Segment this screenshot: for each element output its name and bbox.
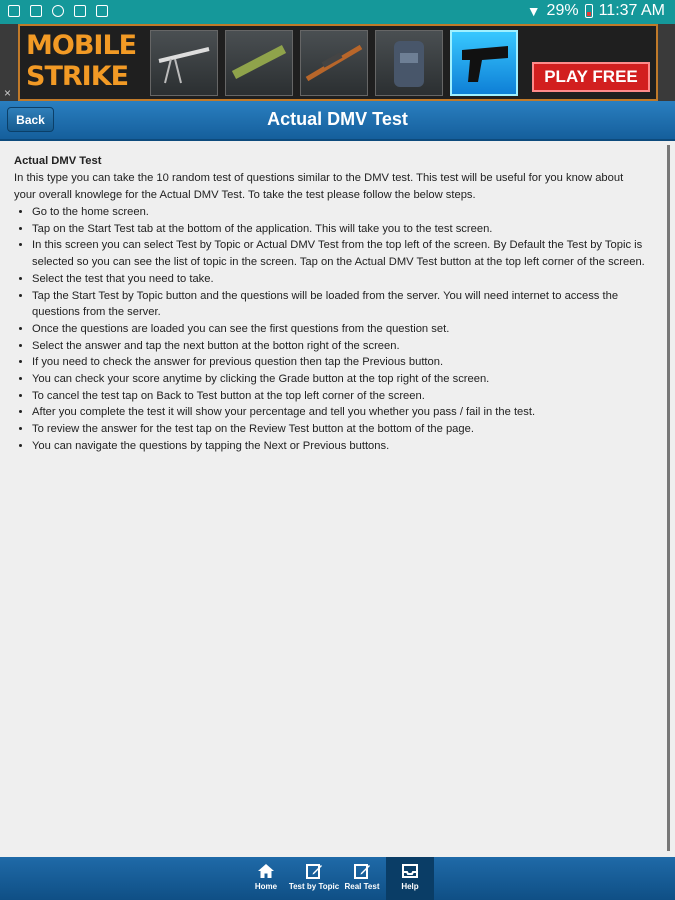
list-item: • In this screen you can select Test by Topic or Actual DMV Test from the top left of the screen. By Default the Test by Topic is selected so you can see the list of topic in the screen. Tap on the Actual DMV Test button at the top left corner of the screen. (32, 237, 645, 270)
page-title: Actual DMV Test (267, 109, 408, 129)
scrollbar[interactable] (667, 145, 670, 851)
ad-play-free-button[interactable]: PLAY FREE (532, 62, 650, 92)
list-item: • You can check your score anytime by clicking the Grade button at the top right of the screen. (32, 371, 645, 388)
ad-weapon-rifle-image (150, 30, 218, 96)
ad-weapon-sniper-image (300, 30, 368, 96)
status-right (527, 2, 665, 20)
ad-weapon-launcher-image (225, 30, 293, 96)
list-item: • To cancel the test tap on Back to Test button at the top left corner of the screen. (32, 388, 645, 405)
tab-test-by-topic[interactable] (288, 857, 340, 900)
app-header (0, 101, 675, 141)
youtube-notification-icon (74, 5, 86, 17)
battery-percent: 29% (546, 2, 579, 19)
list-item: • Tap on the Start Test tab at the bottom of the application. This will take you to the test screen. (32, 221, 645, 238)
list-item: • Go to the home screen. (32, 204, 645, 221)
list-item: • Once the questions are loaded you can see the first questions from the question set. (32, 321, 645, 338)
tab-label: Test by Topic (288, 882, 340, 891)
ad-creative[interactable] (18, 24, 658, 101)
back-button[interactable]: Back (7, 107, 54, 132)
ad-banner[interactable] (0, 24, 675, 101)
list-item: • You can navigate the questions by tapping the Next or Previous buttons. (32, 438, 645, 455)
list-item: • Select the test that you need to take. (32, 271, 645, 288)
ad-armor-vest-image (375, 30, 443, 96)
chrome-notification-icon (52, 5, 64, 17)
list-item: • To review the answer for the test tap on the Review Test button at the bottom of the page. (32, 421, 645, 438)
tab-help[interactable] (386, 857, 434, 900)
tab-home[interactable] (245, 857, 287, 900)
edit-icon (353, 862, 371, 880)
home-icon (257, 862, 275, 880)
messages-notification-icon (30, 5, 42, 17)
tab-label: Help (401, 882, 419, 891)
status-bar (0, 0, 675, 24)
edit-icon (305, 862, 323, 880)
help-intro: In this type you can take the 10 random test of questions similar to the DMV test. This test will be useful for you know about your overall knowlege for the Actual DMV Test. To take the test please follow the below steps. (14, 172, 624, 201)
tab-real-test[interactable] (341, 857, 383, 900)
ad-logo: MOBILE STRIKE (26, 30, 137, 92)
bottom-tab-bar (0, 857, 675, 900)
tab-label: Home (254, 882, 278, 891)
gallery-notification-icon (8, 5, 20, 17)
steps-list (7, 204, 645, 455)
list-item: • Select the answer and tap the next button at the botton right of the screen. (32, 338, 645, 355)
help-content[interactable] (7, 145, 668, 851)
list-item: • After you complete the test it will show your percentage and tell you whether you pass / fail in the test. (32, 404, 645, 421)
list-item: • If you need to check the answer for previous question then tap the Previous button. (32, 354, 645, 371)
ad-close-icon[interactable]: × (4, 86, 12, 100)
help-heading: Actual DMV Test (14, 155, 102, 167)
battery-icon (585, 4, 593, 18)
inbox-icon (401, 862, 419, 880)
wifi-icon: ▼ (526, 3, 541, 19)
store-notification-icon (96, 5, 108, 17)
list-item: • Tap the Start Test by Topic button and the questions will be loaded from the server. You will need internet to access the questions from the server. (32, 288, 645, 321)
tab-label: Real Test (344, 882, 380, 891)
ad-pistol-image (450, 30, 518, 96)
clock: 11:37 AM (598, 2, 665, 19)
